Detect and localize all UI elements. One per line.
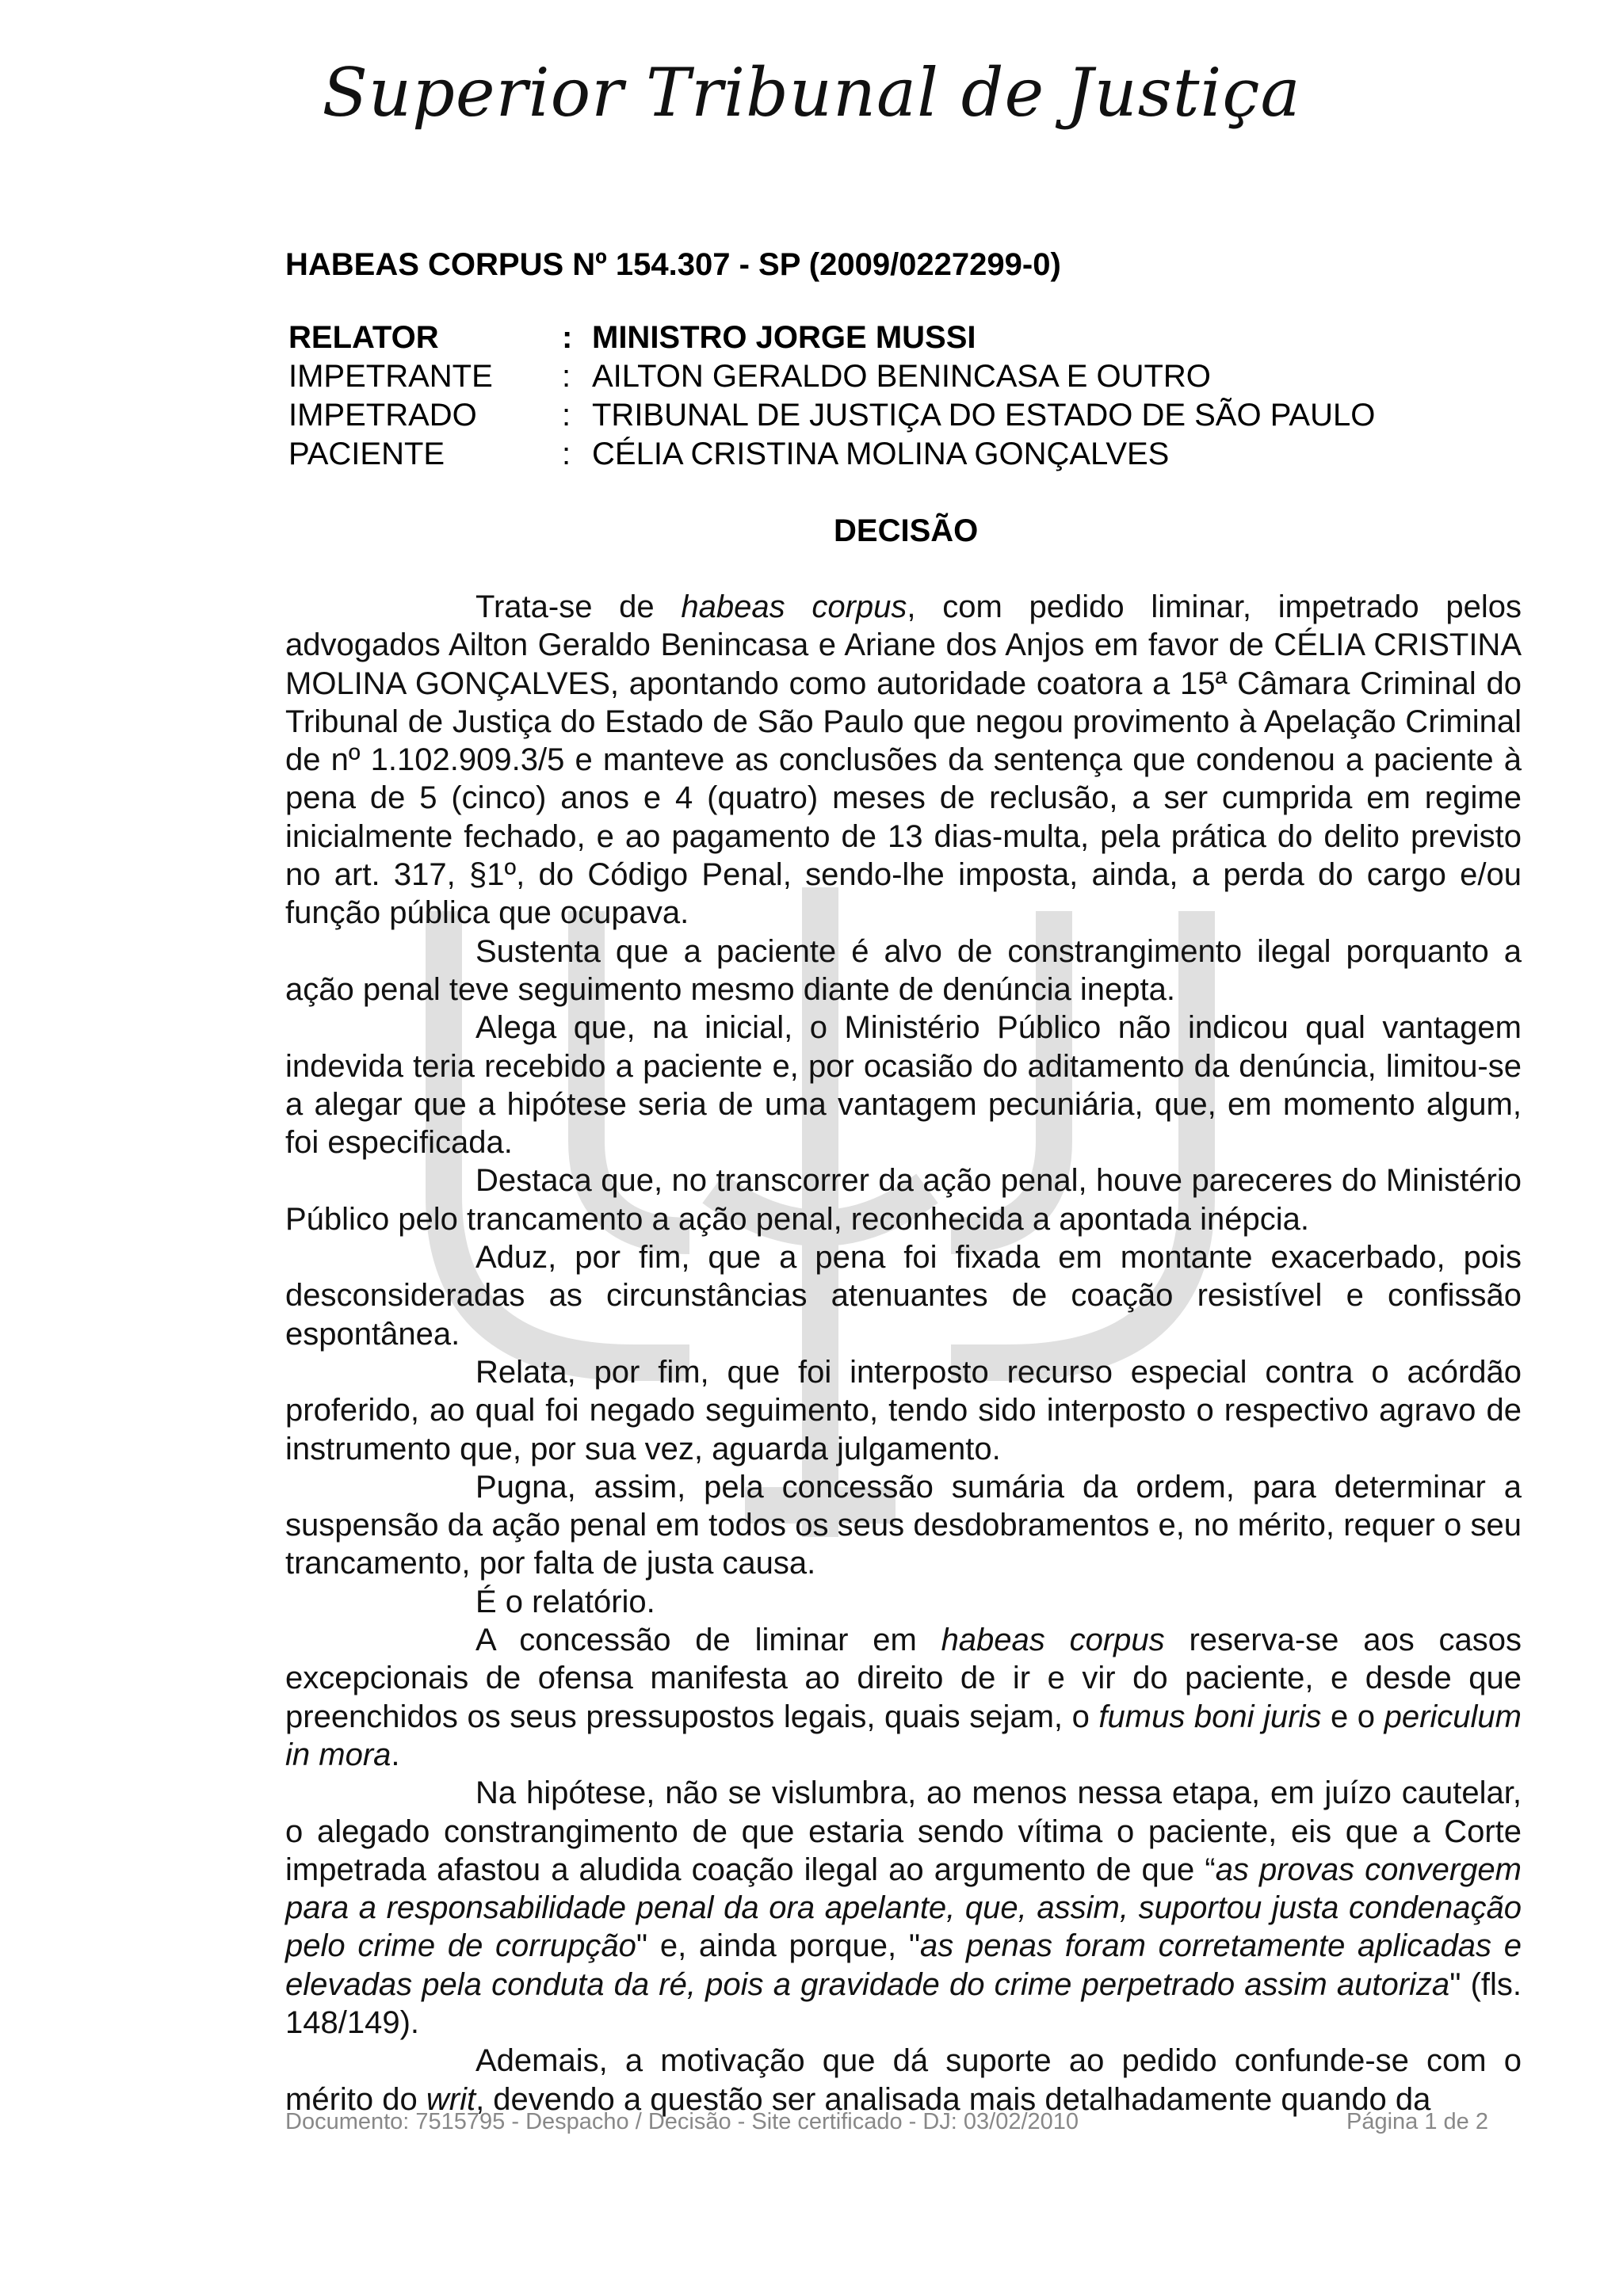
- italic-term: fumus boni juris: [1098, 1699, 1322, 1734]
- text-run: reserva-se aos casos excepcionais de ofensa manifesta ao direito de ir e vir do paciente, e desde que preenchidos os seus pressupostos legais, quais sejam, o: [285, 1623, 1522, 1734]
- party-name: TRIBUNAL DE JUSTIÇA DO ESTADO DE SÃO PAULO: [592, 398, 1376, 433]
- court-header: Superior Tribunal de Justiça: [322, 54, 1301, 132]
- paragraph: [285, 588, 1522, 933]
- paragraph: Destaca que, no transcorrer da ação penal, houve pareceres do Ministério Público pelo trancamento a ação penal, reconhecida a apontada inépcia.: [285, 1163, 1522, 1237]
- paragraph: [285, 1621, 1522, 1774]
- text-run: e o: [1321, 1699, 1384, 1734]
- text-run: Ademais, a motivação que dá suporte ao pedido confunde-se com o mérito do: [285, 2043, 1522, 2117]
- case-title: HABEAS CORPUS Nº 154.307 - SP (2009/0227299-0): [285, 247, 1061, 282]
- party-name: CÉLIA CRISTINA MOLINA GONÇALVES: [592, 437, 1170, 471]
- party-separator: :: [562, 398, 571, 433]
- italic-quote: as provas convergem para a responsabilidade penal da ora apelante, que, assim, suportou justa condenação pelo crime de corrupção: [285, 1852, 1522, 1964]
- party-separator: :: [562, 359, 571, 394]
- paragraph: Relata, por fim, que foi interposto recurso especial contra o acórdão proferido, ao qual foi negado seguimento, tendo sido interposto o respectivo agravo de instrumento que, por sua vez, aguarda julgamento.: [285, 1354, 1522, 1466]
- paragraph: [285, 2042, 1522, 2119]
- paragraph: É o relatório.: [475, 1584, 655, 1619]
- paragraph: Pugna, assim, pela concessão sumária da ordem, para determinar a suspensão da ação penal em todos os seus desdobramentos e, no mérito, requer o seu trancamento, por falta de justa causa.: [285, 1469, 1522, 1581]
- decision-heading: DECISÃO: [834, 513, 979, 548]
- page-number: Página 1 de 2: [1346, 2109, 1488, 2134]
- italic-term: periculum in mora: [285, 1699, 1522, 1772]
- italic-quote: as penas foram corretamente aplicadas e elevadas pela conduta da ré, pois a gravidade do crime perpetrado assim autoriza: [285, 1928, 1522, 2002]
- text-run: , com pedido liminar, impetrado pelos advogados Ailton Geraldo Benincasa e Ariane dos Anjos em favor de CÉLIA CRISTINA MOLINA GONÇALVES, apontando como autoridade coatora a 15ª Câmara Criminal do Tribunal de Justiça do Estado de São Paulo que negou provimento à Apelação Criminal de nº 1.102.909.3/5 e manteve as conclusões da sentença que condenou a paciente à pena de 5 (cinco) anos e 4 (quatro) meses de reclusão, a ser cumprida em regime inicialmente fechado, e ao pagamento de 13 dias-multa, pela prática do delito previsto no art. 317, §1º, do Código Penal, sendo-lhe imposta, ainda, a perda do cargo e/ou função pública que ocupava.: [285, 589, 1522, 931]
- party-role: IMPETRADO: [288, 398, 477, 433]
- party-name: AILTON GERALDO BENINCASA E OUTRO: [592, 359, 1211, 394]
- party-role: RELATOR: [288, 320, 439, 355]
- party-row-impetrado: [288, 398, 1375, 437]
- page-footer: [285, 2109, 1488, 2135]
- party-name: MINISTRO JORGE MUSSI: [592, 320, 976, 355]
- party-separator: :: [562, 320, 573, 355]
- italic-term: habeas corpus: [941, 1623, 1165, 1658]
- text-run: " (fls. 148/149).: [285, 1966, 1522, 2040]
- italic-term: writ: [426, 2081, 476, 2117]
- italic-term: habeas corpus: [681, 589, 907, 624]
- paragraph: Sustenta que a paciente é alvo de constrangimento ilegal porquanto a ação penal teve seguimento mesmo diante de denúncia inepta.: [285, 933, 1522, 1007]
- text-run: " e, ainda porque, ": [636, 1928, 921, 1964]
- party-row-impetrante: [288, 359, 1375, 398]
- text-run: , devendo a questão ser analisada mais detalhadamente quando da: [475, 2081, 1431, 2117]
- text-run: A concessão de liminar em: [475, 1623, 941, 1658]
- decision-body: [285, 588, 1522, 2119]
- text-run: Trata-se de: [475, 589, 682, 624]
- party-separator: :: [562, 437, 571, 471]
- paragraph: Aduz, por fim, que a pena foi fixada em montante exacerbado, pois desconsideradas as circunstâncias atenuantes de coação resistível e confissão espontânea.: [285, 1240, 1522, 1352]
- text-run: Na hipótese, não se vislumbra, ao menos nessa etapa, em juízo cautelar, o alegado constrangimento de que estaria sendo vítima o paciente, eis que a Corte impetrada afastou a aludida coação ilegal ao argumento de que “: [285, 1775, 1522, 1887]
- party-role: IMPETRANTE: [288, 359, 493, 394]
- party-row-relator: [288, 320, 1375, 359]
- paragraph: [285, 1774, 1522, 2042]
- parties-list: [288, 320, 1375, 475]
- party-role: PACIENTE: [288, 437, 445, 471]
- document-info: Documento: 7515795 - Despacho / Decisão - Site certificado - DJ: 03/02/2010: [285, 2109, 1079, 2134]
- paragraph: Alega que, na inicial, o Ministério Público não indicou qual vantagem indevida teria recebido a paciente e, por ocasião do aditamento da denúncia, limitou-se a alegar que a hipótese seria de uma vantagem pecuniária, que, em momento algum, foi especificada.: [285, 1010, 1522, 1161]
- party-row-paciente: [288, 437, 1375, 475]
- text-run: .: [391, 1737, 400, 1772]
